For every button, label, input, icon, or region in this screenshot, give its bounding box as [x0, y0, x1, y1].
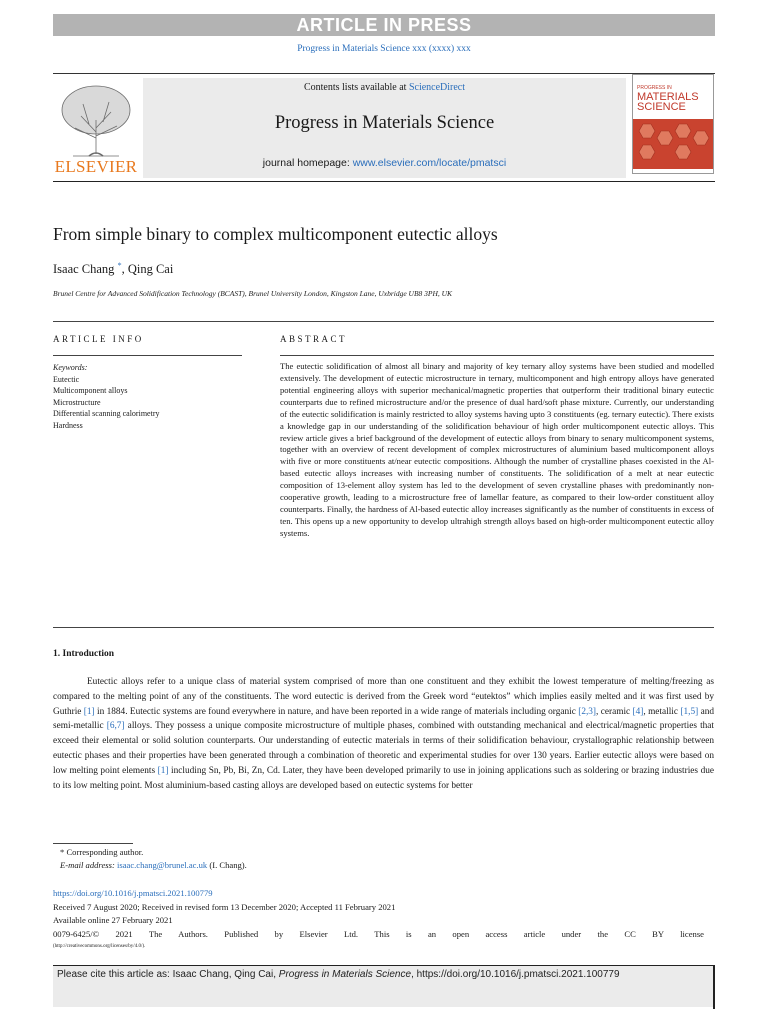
email-suffix: (I. Chang). — [207, 860, 247, 870]
citation-journal: Progress in Materials Science — [278, 969, 412, 980]
header-top-rule — [53, 73, 715, 74]
intro-text: including Sn, Pb, Bi, Zn, Cd. Later, they have been developed primarily to use in joining applications such as soldering or brazing industries due to its low melting point. Most aluminium-based casting alloys are developed based on eutectic systems for better — [53, 765, 714, 791]
keyword-item: Microstructure — [53, 397, 101, 407]
available-online-date: Available online 27 February 2021 — [53, 915, 173, 925]
cover-line-2: MATERIALS — [637, 91, 699, 103]
article-info-heading: ARTICLE INFO — [53, 334, 144, 344]
contents-line — [143, 82, 626, 93]
author-name[interactable]: Isaac Chang — [53, 262, 115, 277]
homepage-prefix: journal homepage: — [262, 157, 353, 169]
affiliation: Brunel Centre for Advanced Solidification Technology (BCAST), Brunel University London, Kingston Lane, Uxbridge UB8 3PH, UK — [53, 289, 453, 298]
corresponding-author-mark[interactable]: * — [117, 261, 122, 270]
intro-text: Eutectic alloys refer to a unique class of material system comprised of more than one constituent and they exhibit the lowest temperature of melting/freezing as compared to the melting point of any of the constituents. The word eutectic is derived from the Greek word “eutektos” which implies easily melted and it was first used by Guthrie — [53, 677, 714, 717]
section-top-rule — [53, 321, 714, 322]
article-info-rule — [53, 355, 242, 356]
citation-link[interactable]: [2,3] — [578, 706, 597, 717]
citation-doi[interactable]: , https://doi.org/10.1016/j.pmatsci.2021.100779 — [411, 969, 620, 980]
intro-text: , metallic — [643, 706, 681, 717]
sciencedirect-link[interactable]: ScienceDirect — [408, 82, 466, 93]
journal-reference-link[interactable]: Progress in Materials Science xxx (xxxx) xxx — [297, 44, 471, 54]
cover-line-1: PROGRESS IN — [637, 85, 672, 91]
email-label: E-mail address: — [60, 860, 117, 870]
keyword-item: Multicomponent alloys — [53, 386, 128, 396]
citation-link[interactable]: [6,7] — [106, 721, 125, 732]
citation-text — [57, 969, 620, 980]
author-list — [53, 261, 173, 277]
journal-cover-thumbnail[interactable] — [632, 74, 714, 174]
homepage-link[interactable]: www.elsevier.com/locate/pmatsci — [352, 157, 507, 169]
intro-text: , ceramic — [596, 706, 633, 717]
elsevier-wordmark: ELSEVIER — [54, 157, 138, 176]
citation-link[interactable]: [1,5] — [680, 706, 699, 717]
introduction-heading: 1. Introduction — [53, 649, 115, 659]
header-bottom-rule — [53, 181, 715, 182]
author-separator: , — [121, 262, 128, 277]
abstract-text: The eutectic solidification of almost all binary and majority of key ternary alloy systems have been studied and modelled extensively. The development of eutectic microstructure in ternary, multicomponent and high entropy alloys have generated potential engineering alloys with superior mechanical/magnetic properties that outperform their traditional binary eutectic counterparts due to refined microstructure and/or the presence of dual hard/soft phase mixture. Currently, our understanding of the eutectic solidification is mainly restricted to alloy systems having upto 3 constituents (eg. ternary eutectic). There exists a knowledge gap in our understanding of the solidification behaviour of high order multicomponent eutectic alloys. This review article gives a brief background of the development of eutectic alloys from binary to senary multicomponent systems, together with an overview of recent development of complex microstructures of aluminium based multicomponent alloys with five or more constituents at/near eutectic compositions. Although the number of crystalline phases coexisted in the Al-based eutectic alloys increases with increasing number of constituents. The solidification of a melt at near eutectic composition of 13-element alloy system has led to the development of seven crystalline phases with predominantly non-cooperative growth, leading to a microstructure free of lamellar feature, as compared to their low-order constituent alloy counterparts. Finally, the hardness of Al-based eutectic alloy increases significantly as the number of constituents in excess of ten. This opens up a new opportunity to develop ultrahigh strength alloys based on high-order multicomponent eutectic alloy systems. — [280, 361, 714, 538]
citation-prefix: Please cite this article as: Isaac Chang, Qing Cai, — [57, 969, 279, 980]
abstract-rule — [280, 355, 714, 356]
citation-link[interactable]: [1] — [83, 706, 95, 717]
author-name[interactable]: Qing Cai — [127, 262, 174, 277]
license-link[interactable]: (http://creativecommons.org/licenses/by/4.0/). — [53, 944, 146, 949]
citation-link[interactable]: [4] — [632, 706, 644, 717]
cover-title — [637, 85, 699, 112]
citation-link[interactable]: [1] — [157, 765, 169, 776]
homepage-line — [143, 157, 626, 169]
keyword-item: Hardness — [53, 420, 83, 430]
email-note — [60, 860, 247, 870]
keyword-item: Eutectic — [53, 374, 80, 384]
intro-text: and semi-metallic — [53, 706, 715, 732]
keyword-item: Differential scanning calorimetry — [53, 409, 160, 419]
received-dates: Received 7 August 2020; Received in revised form 13 December 2020; Accepted 11 February 2021 — [53, 902, 396, 912]
intro-text: alloys. They possess a unique composite microstructure of multiple phases, combined with outstanding mechanical and electrical/magnetic properties that exceed their elemental or solid solution counterparts. Our understanding of eutectic materials in terms of their solidification behaviour, crystallographic relationship between eutectic phases and their properties have been generated through a combination of theoretic and experimental studies for over 130 years. Earlier eutectic alloys were based on low melting point elements — [53, 721, 715, 776]
contents-prefix: Contents lists available at — [303, 82, 409, 93]
footnote-rule — [53, 843, 133, 844]
cover-hexagon-art-icon — [633, 119, 714, 169]
email-link[interactable]: isaac.chang@brunel.ac.uk — [116, 860, 208, 870]
article-title: From simple binary to complex multicomponent eutectic alloys — [53, 224, 498, 244]
keyword-list — [53, 362, 159, 432]
article-in-press-banner: ARTICLE IN PRESS — [53, 14, 715, 36]
cover-line-3: SCIENCE — [637, 101, 686, 113]
journal-title: Progress in Materials Science — [274, 113, 495, 133]
abstract-heading: ABSTRACT — [280, 334, 348, 344]
abstract-bottom-rule — [53, 627, 714, 628]
copyright-line: 0079-6425/© 2021 The Authors. Published by Elsevier Ltd. This is an open access article under the CC BY license — [53, 929, 704, 939]
keywords-label: Keywords: — [53, 363, 88, 372]
introduction-paragraph — [53, 675, 714, 793]
doi-link[interactable]: https://doi.org/10.1016/j.pmatsci.2021.100779 — [53, 888, 213, 898]
intro-text: in 1884. Eutectic systems are found everywhere in nature, and have been reported in a wide range of materials including organic — [94, 706, 579, 717]
citation-box-edge — [713, 965, 715, 1009]
corresponding-author-note: * Corresponding author. — [60, 847, 144, 857]
